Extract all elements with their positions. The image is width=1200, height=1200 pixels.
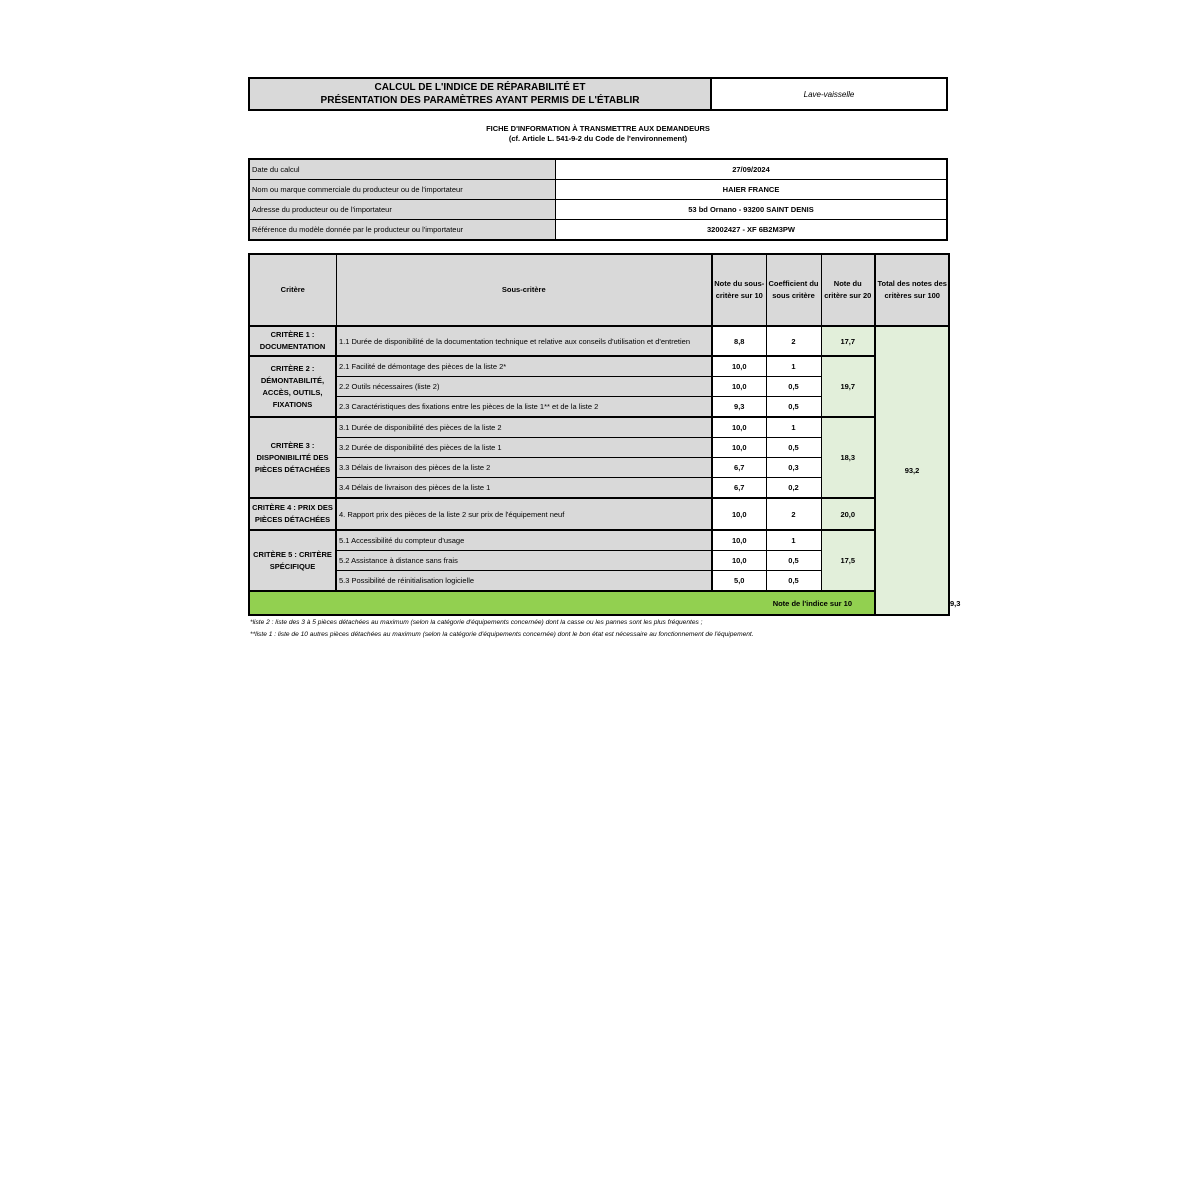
table-row [249, 498, 949, 530]
product-type: Lave-vaisselle [711, 78, 947, 110]
subcriterion-coef: 1 [766, 356, 821, 377]
header-critere: Critère [249, 254, 336, 326]
title-line-2: PRÉSENTATION DES PARAMÈTRES AYANT PERMIS DE L'ÉTABLIR [320, 95, 640, 106]
fiche-line-2: (cf. Article L. 541-9-2 du Code de l'environnement) [508, 134, 688, 143]
header-note-critere: Note du critère sur 20 [821, 254, 875, 326]
subcriterion-label: 3.3 Délais de livraison des pièces de la liste 2 [336, 458, 712, 478]
subcriterion-note: 10,0 [712, 417, 766, 438]
subcriterion-note: 6,7 [712, 458, 766, 478]
subcriterion-coef: 0,5 [766, 377, 821, 397]
table-row [249, 417, 949, 438]
table-row [249, 530, 949, 551]
info-value: 32002427 - XF 6B2M3PW [556, 220, 948, 241]
subcriterion-coef: 0,5 [766, 571, 821, 592]
subcriterion-label: 3.2 Durée de disponibilité des pièces de la liste 1 [336, 438, 712, 458]
subcriterion-note: 10,0 [712, 551, 766, 571]
subcriterion-note: 10,0 [712, 356, 766, 377]
fiche-heading [248, 124, 948, 154]
subcriterion-coef: 1 [766, 530, 821, 551]
info-row [249, 200, 947, 220]
info-row [249, 180, 947, 200]
criterion-1-label: CRITÈRE 1 : DOCUMENTATION [249, 326, 336, 356]
info-label: Nom ou marque commerciale du producteur ou de l'importateur [249, 180, 556, 200]
info-value: 27/09/2024 [556, 159, 948, 180]
info-row [249, 220, 947, 241]
info-value: HAIER FRANCE [556, 180, 948, 200]
criterion-4-note20: 20,0 [821, 498, 875, 530]
subcriterion-label: 3.1 Durée de disponibilité des pièces de la liste 2 [336, 417, 712, 438]
subcriterion-coef: 0,5 [766, 438, 821, 458]
criterion-5-label: CRITÈRE 5 : CRITÈRE SPÉCIFIQUE [249, 530, 336, 591]
subcriterion-note: 6,7 [712, 478, 766, 499]
info-table [248, 158, 948, 241]
criterion-1-note20: 17,7 [821, 326, 875, 356]
info-label: Adresse du producteur ou de l'importateur [249, 200, 556, 220]
subcriterion-coef: 2 [766, 498, 821, 530]
subcriterion-label: 2.3 Caractéristiques des fixations entre les pièces de la liste 1** et de la liste 2 [336, 397, 712, 418]
subcriterion-label: 2.2 Outils nécessaires (liste 2) [336, 377, 712, 397]
criterion-5-note20: 17,5 [821, 530, 875, 591]
criterion-2-note20: 19,7 [821, 356, 875, 417]
criterion-3-note20: 18,3 [821, 417, 875, 498]
repairability-sheet [248, 77, 961, 641]
subcriterion-label: 5.2 Assistance à distance sans frais [336, 551, 712, 571]
subcriterion-coef: 1 [766, 417, 821, 438]
info-value: 53 bd Ornano - 93200 SAINT DENIS [556, 200, 948, 220]
criterion-3-label: CRITÈRE 3 : DISPONIBILITÉ DES PIÈCES DÉTACHÉES [249, 417, 336, 498]
subcriterion-label: 1.1 Durée de disponibilité de la documentation technique et relative aux conseils d'utilisation et d'entretien [336, 326, 712, 356]
criteria-table [248, 253, 961, 616]
criterion-4-label: CRITÈRE 4 : PRIX DES PIÈCES DÉTACHÉES [249, 498, 336, 530]
subcriterion-label: 4. Rapport prix des pièces de la liste 2 sur prix de l'équipement neuf [336, 498, 712, 530]
subcriterion-coef: 0,2 [766, 478, 821, 499]
index-row: Note de l'indice sur 10 9,3 [249, 591, 949, 615]
header-sous-critere: Sous-critère [336, 254, 712, 326]
index-label: Note de l'indice sur 10 [249, 591, 875, 615]
subcriterion-note: 10,0 [712, 377, 766, 397]
subcriterion-note: 10,0 [712, 498, 766, 530]
footnote-liste-2: *liste 2 : liste des 3 à 5 pièces détachées au maximum (selon la catégorie d'équipements concernée) dont la casse ou les pannes sont les plus fréquentes ; [250, 619, 703, 626]
footnote-liste-1: **liste 1 : liste de 10 autres pièces détachées au maximum (selon la catégorie d'équipements concernée) dont le bon état est nécessaire au fonctionnement de l'équipement. [250, 631, 754, 638]
total-100: 93,2 [875, 326, 949, 615]
subcriterion-label: 5.1 Accessibilité du compteur d'usage [336, 530, 712, 551]
info-row [249, 159, 947, 180]
subcriterion-label: 5.3 Possibilité de réinitialisation logicielle [336, 571, 712, 592]
document-title [249, 78, 711, 110]
subcriterion-note: 9,3 [712, 397, 766, 418]
table-row [249, 356, 949, 377]
subcriterion-note: 5,0 [712, 571, 766, 592]
header-row [249, 254, 949, 326]
subcriterion-note: 10,0 [712, 530, 766, 551]
subcriterion-coef: 0,5 [766, 551, 821, 571]
subcriterion-coef: 2 [766, 326, 821, 356]
subcriterion-coef: 0,3 [766, 458, 821, 478]
subcriterion-label: 3.4 Délais de livraison des pièces de la liste 1 [336, 478, 712, 499]
subcriterion-coef: 0,5 [766, 397, 821, 418]
info-label: Date du calcul [249, 159, 556, 180]
header-coefficient: Coefficient du sous critère [766, 254, 821, 326]
info-label: Référence du modèle donnée par le producteur ou l'importateur [249, 220, 556, 241]
subcriterion-label: 2.1 Facilité de démontage des pièces de la liste 2* [336, 356, 712, 377]
footnotes [248, 617, 948, 641]
criterion-2-label: CRITÈRE 2 : DÉMONTABILITÉ, ACCÈS, OUTILS, FIXATIONS [249, 356, 336, 417]
header-total: Total des notes des critères sur 100 [875, 254, 949, 326]
fiche-line-1: FICHE D'INFORMATION À TRANSMETTRE AUX DEMANDEURS [486, 124, 710, 133]
subcriterion-note: 10,0 [712, 438, 766, 458]
title-table [248, 77, 948, 111]
table-row [249, 326, 949, 356]
title-line-1: CALCUL DE L'INDICE DE RÉPARABILITÉ ET [374, 82, 586, 93]
header-note-sous-critere: Note du sous-critère sur 10 [712, 254, 766, 326]
subcriterion-note: 8,8 [712, 326, 766, 356]
